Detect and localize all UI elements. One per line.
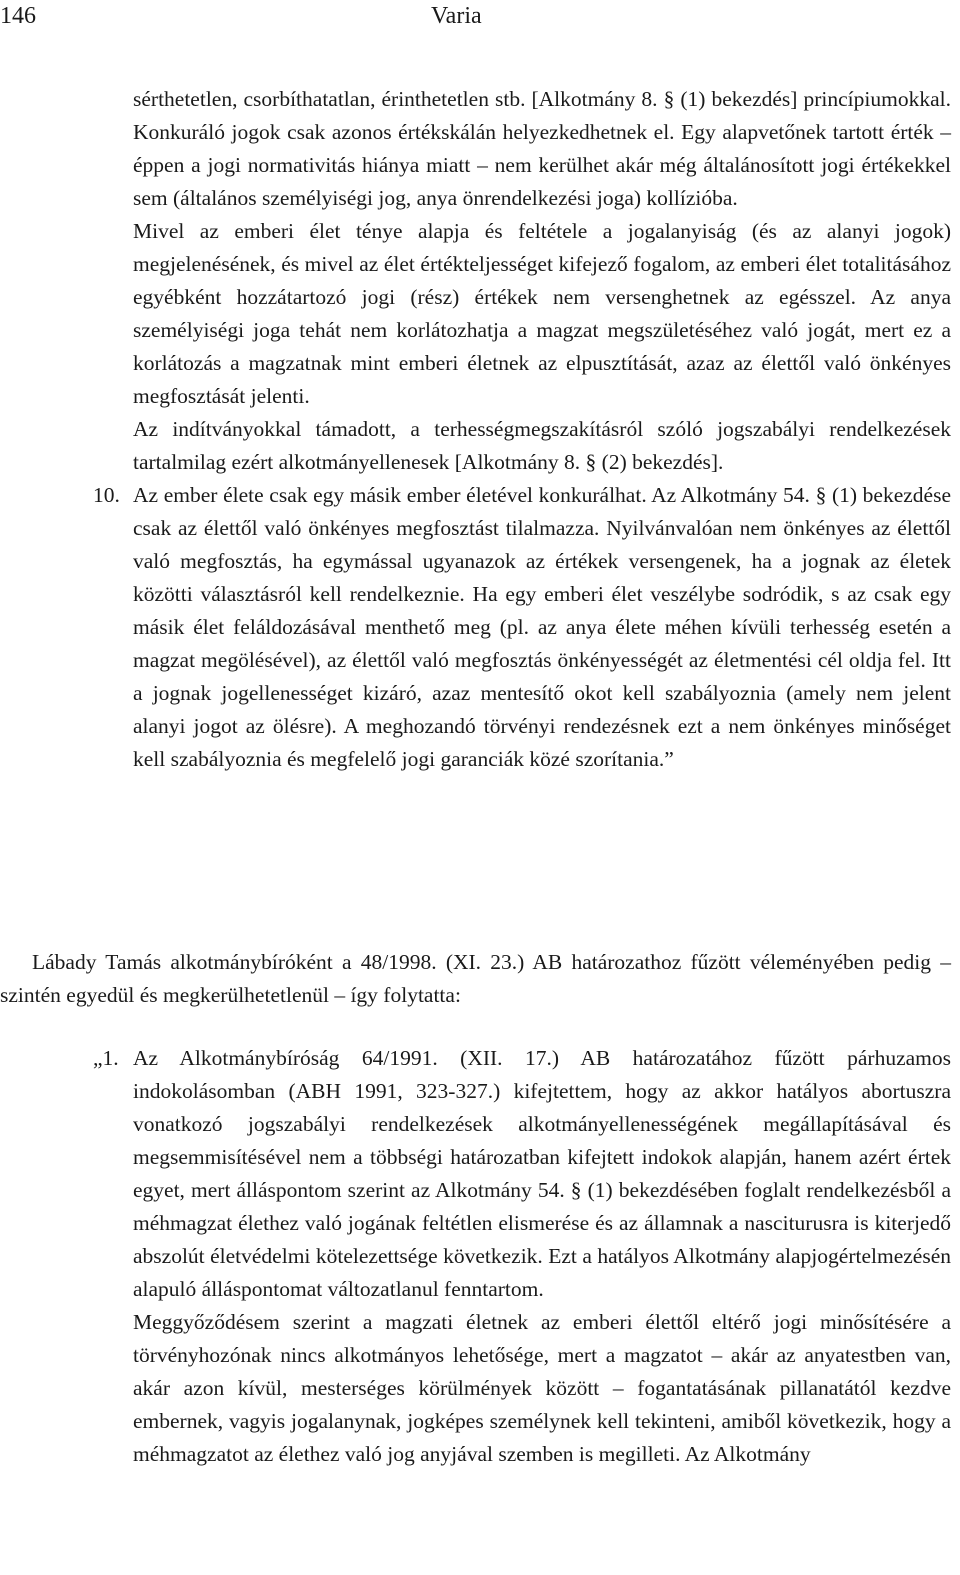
item-text: Az Alkotmánybíróság 64/1991. (XII. 17.) AB határozatához fűzött párhuzamos indokolásomban (ABH 1991, 323-327.) kifejtettem, hogy az akkor hatályos abortuszra vonatkozó jogszabályi rendelkezések alkotmányellenességének megállapításával és megsemmisítésével nem a többségi határozatban kifejtett indokok alapján, hanem azért értek egyet, mert álláspontom szerint az Alkotmány 54. § (1) bekezdésében foglalt rendelkezésből a méhmagzat élethez való jogának feltétlen elismerése és az államnak a nasciturusra is kiterjedő abszolút életvédelmi kötelezettsége következik. Ezt a hatályos Alkotmány alapjogértelmezésén alapuló álláspontomat változatlanul fenntartom. [133,1046,951,1301]
quoted-text-block [0,83,960,943]
quote-paragraph-2: Meggyőződésem szerint a magzati életnek az emberi élettől eltérő jogi minősítésére a törvényhozónak nincs alkotmányos lehetősége, mert a magzatot – akár az anyatestben van, akár azon kívül, mesterséges körülmények között – fogantatásának pillanatától kezdve embernek, vagyis jogalanynak, jogképes személynek kell tekinteni, amiből következik, hogy a méhmagzatot az élethez való jog anyjával szemben is megilleti. Az Alkotmány [133,1310,951,1466]
running-head: Varia [431,3,482,29]
item-text: Az ember élete csak egy másik ember életével konkurálhat. Az Alkotmány 54. § (1) bekezdése csak az élettől való önkényes megfosztást tilalmazza. Nyilvánvalóan nem önkényes az élettől való megfosztás, ha egymással ugyanazok az értékek versengenek, ha a jognak az életek közötti választásról kell rendelkeznie. Ha egy emberi élet veszélybe sodródik, s az csak egy másik élet feláldozásával menthető meg (pl. az anya élete méhen kívüli terhesség esetén a magzat megölésével), az élettől való megfosztás önkényességét az életmentési cél oldja fel. Itt a jognak jogellenességet kizáró, azaz mentesítő okot kell szabályoznia (amely nem jelent alanyi jogot az ölésre). A meghozandó törvényi rendezésnek ezt a nem önkényes minőséget kell szabályoznia és megfelelő jogi garanciák közé szorítania.” [133,483,951,771]
quote-paragraph-3: Az indítványokkal támadott, a terhességmegszakításról szóló jogszabályi rendelkezések tartalmilag ezért alkotmányellenesek [Alkotmány 8. § (2) bekezdés]. [133,417,951,474]
quoted-text-block-2 [0,1042,960,1575]
page-header [0,0,960,36]
page-number: 146 [0,3,36,29]
numbered-item-1 [0,1042,960,1306]
item-number: „1. [93,1046,119,1070]
numbered-item-10 [0,479,960,776]
quote-paragraph-1: sérthetetlen, csorbíthatatlan, érinthetetlen stb. [Alkotmány 8. § (1) bekezdés] princípiumokkal. Konkuráló jogok csak azonos értékskálán helyezkedhetnek el. Egy alapvetőnek tartott érték – éppen a jogi normativitás hiánya miatt – nem kerülhet akár még általánosított jogi értékekkel sem (általános személyiségi jog, anya önrendelkezési joga) kollízióba. [133,87,951,210]
lead-paragraph: Lábady Tamás alkotmánybíróként a 48/1998. (XI. 23.) AB határozathoz fűzött véleményében pedig – szintén egyedül és megkerülhetetlenül – így folytatta: [0,950,951,1007]
item-number: 10. [93,483,120,507]
quote-paragraph-2: Mivel az emberi élet ténye alapja és feltétele a jogalanyiság (és az alanyi jogok) megjelenésének, és mivel az élet értékteljességet kifejező fogalom, az emberi élet totalitásához egyébként hozzátartozó jogi (rész) értékek nem versenghetnek az egésszel. Az anya személyiségi joga tehát nem korlátozhatja a magzat megszületéséhez való jogát, mert ez a korlátozás a magzatnak mint emberi életnek az elpusztítását, azaz az élettől való önkényes megfosztását jelenti. [133,219,951,408]
lead-paragraph-block [0,946,960,1016]
